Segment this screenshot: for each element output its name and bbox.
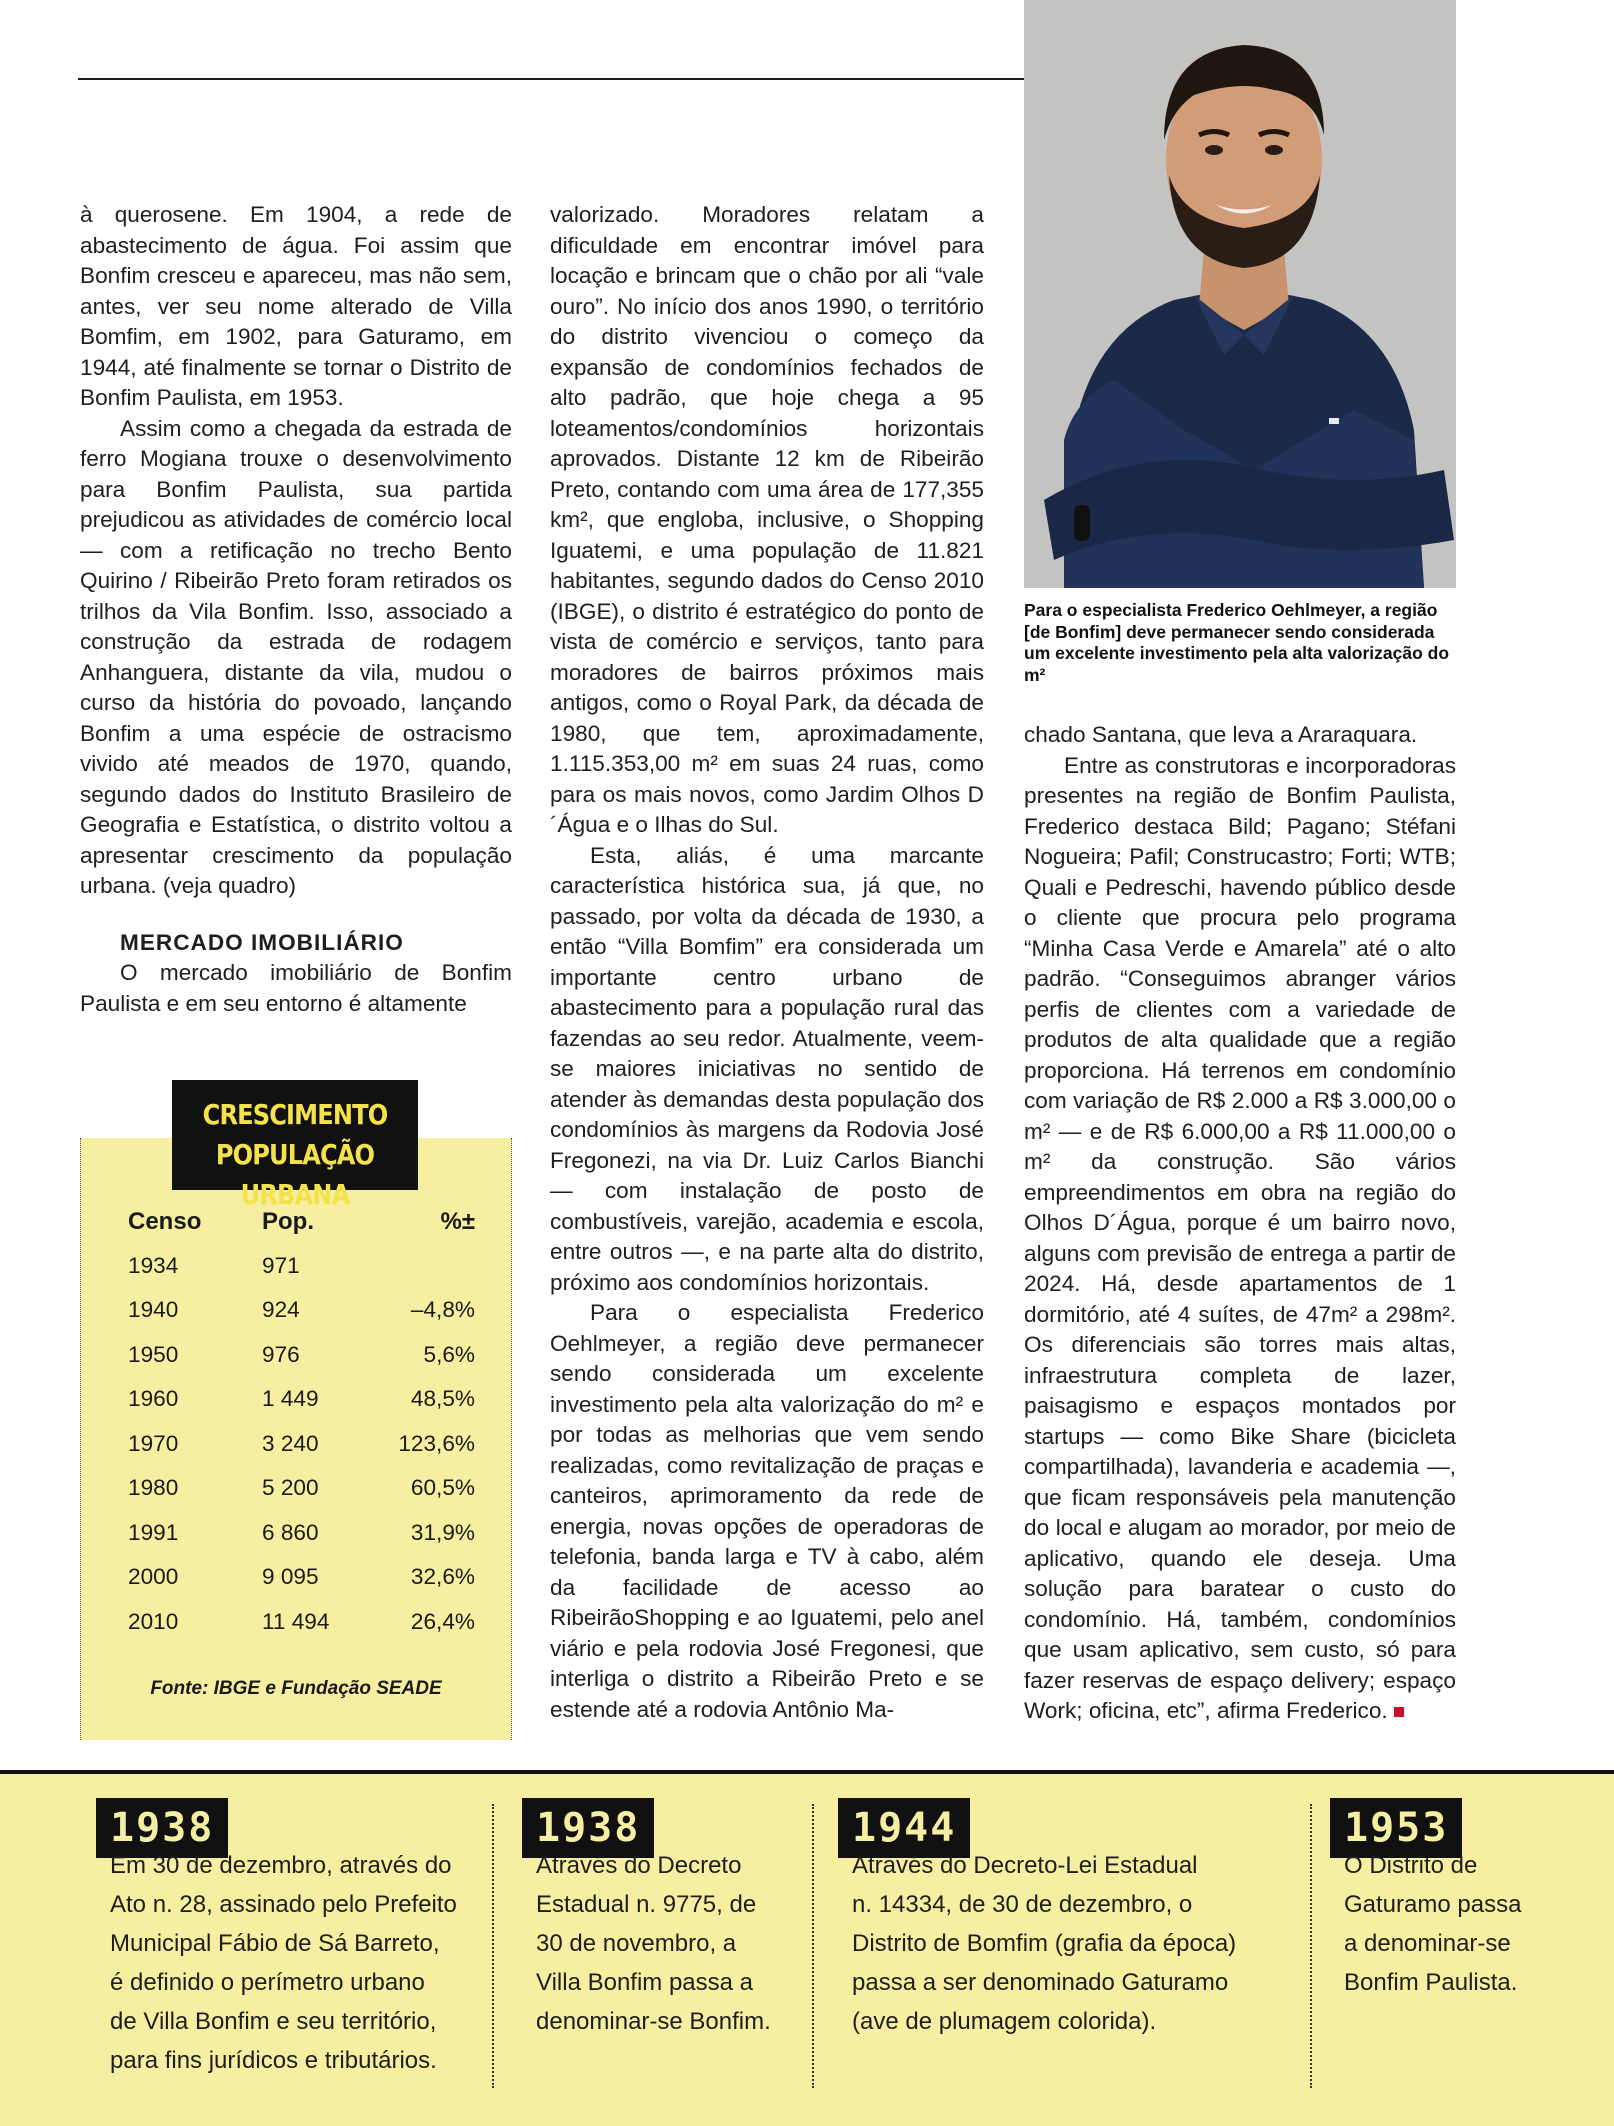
timeline-line: Através do Decreto [536, 1852, 742, 1879]
paragraph: O mercado imobiliário de Bonfim Paulista e em seu entorno é altamente [80, 960, 512, 1016]
row-percent: 60,5% [410, 1475, 475, 1500]
table-row [80, 1609, 512, 1654]
paragraph: Para o especialista Frederico Oehlmeyer, a região deve permanecer sendo considerada um excelente investimento pela alta valorização do m² e por todas as melhorias que vem sendo realizadas, como revitalização de praças e canteiros, aprimoramento da rede de energia, novas opções de operadoras de telefonia, banda larga e TV à cabo, além da facilidade de acesso ao RibeirãoShopping e ao Iguatemi, pelo anel viário e pela rodovia José Fregonesi, que interliga o distrito a Ribeirão Preto e se estende até a rodovia Antônio Ma- [550, 1300, 984, 1722]
timeline-year: 1938 [522, 1798, 654, 1858]
row-pop: 5 200 [262, 1475, 319, 1500]
timeline-line: é definido o perímetro urbano [110, 1969, 425, 1996]
timeline-separator [1310, 1804, 1312, 2088]
row-year: 2010 [128, 1608, 179, 1634]
top-rule [78, 78, 1024, 80]
row-pop: 6 860 [262, 1519, 319, 1545]
timeline-line: a denominar-se [1344, 1930, 1511, 1957]
row-pop: 924 [262, 1297, 300, 1322]
population-box-title [172, 1080, 418, 1211]
paragraph-text: Entre as construtoras e incorporadoras presentes na região de Bonfim Paulista, Frederico destaca Bild; Pagano; Stéfani Nogueira; Pafil; Construcastro; Forti; WTB; Quali e Pedreschi, havendo público desde o cliente que procura pelo programa “Minha Casa Verde e Amarela” até o alto padrão. “Conseguimos abranger vários perfis de clientes com a variedade de produtos de alta qualidade que a região proporciona. Há terrenos em condomínio com variação de R$ 2.000 a R$ 3.000,00 o m² — e de R$ 6.000,00 a R$ 11.000,00 o m² da construção. São vários empreendimentos em obra na região do Olhos D´Água, porque é um bairro novo, alguns com previsão de entrega a partir de 2024. Há, desde apartamentos de 1 dormitório, até 4 suítes, de 47m² a 298m². Os diferenciais são torres mais altas, infraestrutura completa de lazer, paisagismo e espaços montados por startups — como Bike Share (bicicleta compartilhada), lavanderia e academia —, que ficam responsáveis pela manutenção do local e alugam ao morador, por meio de aplicativo, quando ele deseja. Uma solução para baratear o custo do condomínio. Há, também, condomínios que usam aplicativo, sem custo, só para fazer reservas de espaço delivery; espaço Work; oficina, etc”, afirma Frederico. [1024, 752, 1456, 1723]
row-year: 1940 [128, 1297, 179, 1322]
timeline-line: O Distrito de [1344, 1852, 1478, 1879]
table-row [80, 1342, 512, 1387]
paragraph: à querosene. Em 1904, a rede de abastecimento de água. Foi assim que Bonfim cresceu e apareceu, mas não sem, antes, ver seu nome alterado de Villa Bomfim, em 1902, para Gaturamo, em 1944, até finalmente se tornar o Distrito de Bonfim Paulista, em 1953. [80, 202, 512, 410]
table-row [80, 1475, 512, 1520]
paragraph [1024, 751, 1456, 1727]
timeline-year: 1944 [838, 1798, 970, 1858]
timeline-separator [812, 1804, 814, 2088]
table-header [80, 1208, 512, 1253]
article-column-1 [80, 200, 512, 1019]
timeline-line: Distrito de Bomfim (grafia da época) [852, 1930, 1237, 1957]
article-column-2 [550, 200, 984, 1725]
row-pop: 9 095 [262, 1564, 319, 1589]
box-title-line-1: CRESCIMENTO [202, 1098, 388, 1131]
table-row [80, 1297, 512, 1342]
section-heading: MERCADO IMOBILIÁRIO [120, 929, 404, 955]
row-percent: 31,9% [410, 1519, 475, 1545]
paragraph: Assim como a chegada da estrada de ferro Mogiana trouxe o desenvolvimento para Bonfim Paulista, sua partida prejudicou as atividades de comércio local — com a retificação no trecho Bento Quirino / Ribeirão Preto foram retirados os trilhos da Vila Bonfim. Isso, associado a construção da estrada de rodagem Anhanguera, distante da vila, mudou o curso da história do povoado, lançando Bonfim a uma espécie de ostracismo vivido até meados de 1970, quando, segundo dados do Instituto Brasileiro de Geografia e Estatística, o distrito voltou a apresentar crescimento da população urbana. (veja quadro) [80, 415, 512, 898]
timeline-line: Bonfim Paulista. [1344, 1969, 1518, 1996]
row-year: 1950 [128, 1341, 179, 1367]
timeline-line: n. 14334, de 30 de dezembro, o [852, 1891, 1193, 1918]
header-censo: Censo [128, 1208, 202, 1235]
box-title-line-2: POPULAÇÃO URBANA [215, 1138, 375, 1211]
row-year: 1960 [128, 1386, 179, 1411]
timeline-separator [492, 1804, 494, 2088]
timeline-line: denominar-se Bonfim. [536, 2008, 771, 2035]
article-column-3 [1024, 720, 1456, 1727]
header-percent: %± [440, 1208, 475, 1235]
table-row [80, 1564, 512, 1609]
row-pop: 971 [262, 1252, 300, 1278]
timeline-year: 1953 [1330, 1798, 1462, 1858]
timeline-text [1344, 1846, 1584, 2002]
row-year: 1934 [128, 1252, 179, 1278]
timeline-line: Villa Bonfim passa a [536, 1969, 754, 1996]
photo-caption: Para o especialista Frederico Oehlmeyer, a região [de Bonfim] deve permanecer sendo considerada um excelente investimento pela alta valorização do m² [1024, 600, 1450, 685]
timeline-text [110, 1846, 490, 2080]
timeline-text [536, 1846, 816, 2041]
population-table [80, 1208, 512, 1653]
row-year: 1970 [128, 1430, 179, 1456]
timeline-line: Ato n. 28, assinado pelo Prefeito [110, 1891, 457, 1918]
row-percent: 32,6% [410, 1564, 475, 1589]
paragraph: chado Santana, que leva a Araraquara. [1024, 722, 1418, 747]
row-year: 2000 [128, 1564, 179, 1589]
row-pop: 3 240 [262, 1430, 319, 1456]
timeline-text [852, 1846, 1312, 2041]
header-pop: Pop. [262, 1208, 314, 1235]
timeline-line: Em 30 de dezembro, através do [110, 1852, 452, 1879]
row-pop: 976 [262, 1341, 300, 1367]
timeline-line: Através do Decreto-Lei Estadual [852, 1852, 1198, 1879]
row-percent: 48,5% [410, 1386, 475, 1411]
row-pop: 11 494 [262, 1608, 330, 1634]
paragraph: Esta, aliás, é uma marcante característica histórica sua, já que, no passado, por volta da década de 1930, a então “Villa Bomfim” era considerada um importante centro urbano de abastecimento para a população rural das fazendas ao seu redor. Atualmente, veem-se maiores iniciativas no sentido de atender às demandas desta população dos condomínios às margens da Rodovia José Fregonezi, na via Dr. Luiz Carlos Bianchi — com instalação de posto de combustíveis, varejão, academia e escola, entre outros —, e na parte alta do distrito, próximo aos condomínios horizontais. [550, 842, 984, 1295]
row-year: 1991 [128, 1519, 179, 1545]
row-percent: 26,4% [410, 1608, 475, 1634]
table-row [80, 1431, 512, 1476]
timeline-line: Gaturamo passa [1344, 1891, 1522, 1918]
end-mark-icon [1394, 1707, 1404, 1717]
timeline-line: 30 de novembro, a [536, 1930, 737, 1957]
table-row [80, 1520, 512, 1565]
row-percent: –4,8% [410, 1297, 475, 1322]
table-source: Fonte: IBGE e Fundação SEADE [150, 1678, 442, 1699]
table-row [80, 1386, 512, 1431]
table-row [80, 1253, 512, 1298]
row-pop: 1 449 [262, 1386, 319, 1411]
timeline-line: Municipal Fábio de Sá Barreto, [110, 1930, 440, 1957]
timeline-line: para fins jurídicos e tributários. [110, 2047, 437, 2074]
portrait-photo [1024, 0, 1456, 588]
row-year: 1980 [128, 1475, 179, 1500]
paragraph: valorizado. Moradores relatam a dificuldade em encontrar imóvel para locação e brincam que o chão por ali “vale ouro”. No início dos anos 1990, o território do distrito vivenciou o começo da expansão de condomínios fechados de alto padrão, que hoje chega a 95 loteamentos/condomínios horizontais aprovados. Distante 12 km de Ribeirão Preto, contando com uma área de 177,355 km², que engloba, inclusive, o Shopping Iguatemi, e uma população de 11.821 habitantes, segundo dados do Censo 2010 (IBGE), o distrito é estratégico do ponto de vista de comércio e serviços, tanto para moradores de bairros próximos mais antigos, como o Royal Park, da década de 1980, que tem, aproximadamente, 1.115.353,00 m² em suas 24 ruas, como para os mais novos, como Jardim Olhos D´Água e o Ilhas do Sul. [550, 202, 984, 837]
timeline-line: Estadual n. 9775, de [536, 1891, 757, 1918]
row-percent: 123,6% [398, 1430, 475, 1456]
timeline-line: passa a ser denominado Gaturamo [852, 1969, 1229, 1996]
timeline-line: (ave de plumagem colorida). [852, 2008, 1157, 2035]
timeline-line: de Villa Bonfim e seu território, [110, 2008, 437, 2035]
timeline-year: 1938 [96, 1798, 228, 1858]
row-percent: 5,6% [423, 1341, 475, 1367]
